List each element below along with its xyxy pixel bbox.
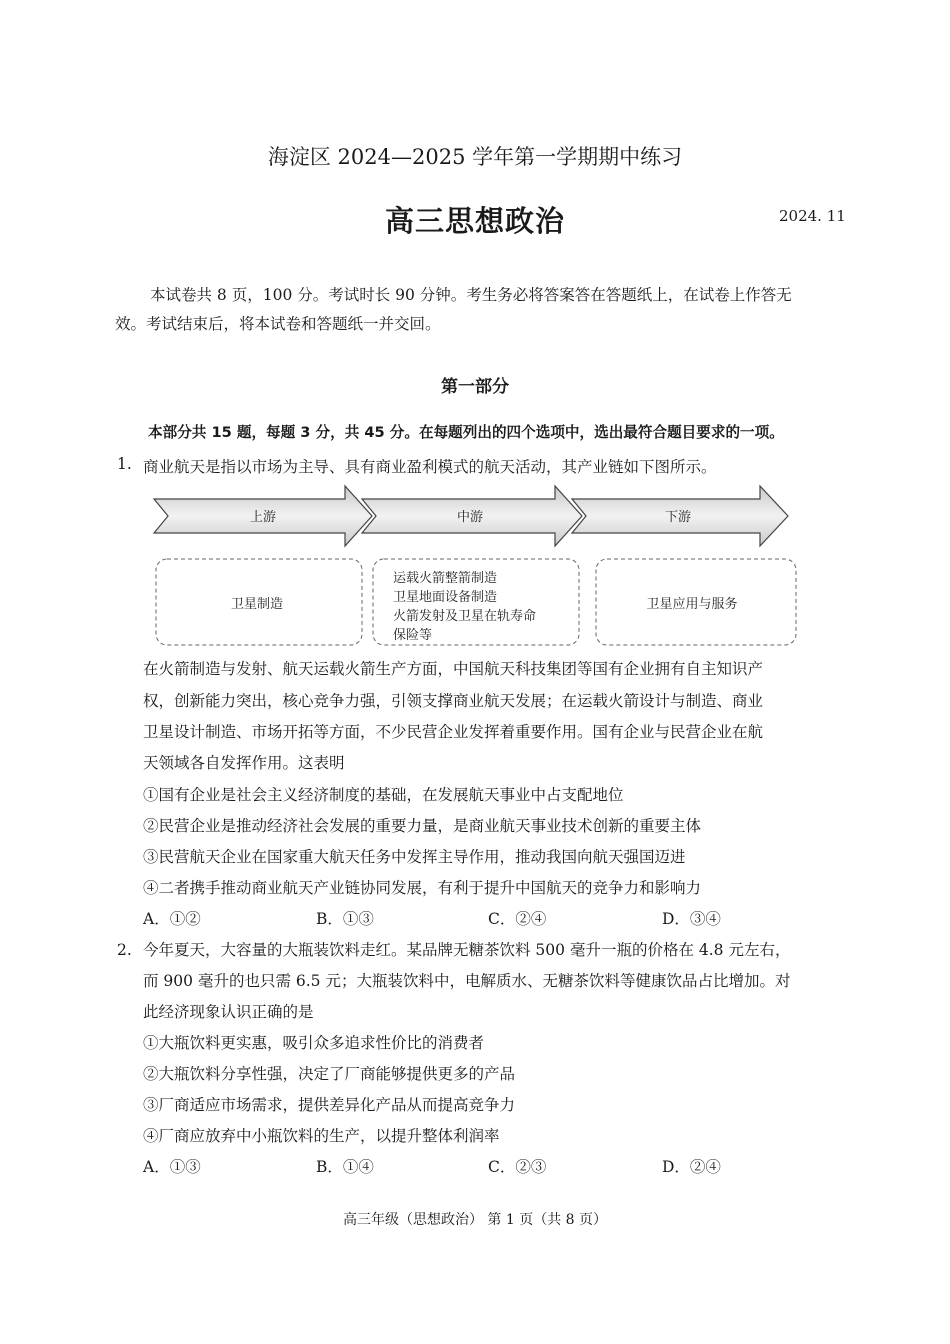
q1-material-line-2: 权，创新能力突出，核心竞争力强，引领支撑商业航天发展；在运载火箭设计与制造、商业 — [143, 692, 764, 710]
q1-option-c: C．②④ — [488, 910, 547, 928]
q1-material-line-4: 天领域各自发挥作用。这表明 — [143, 754, 345, 772]
q2-number: 2. — [117, 941, 132, 959]
q2-statement-1: ①大瓶饮料更实惠，吸引众多追求性价比的消费者 — [143, 1034, 485, 1052]
q1-statement-1: ①国有企业是社会主义经济制度的基础，在发展航天事业中占支配地位 — [143, 786, 624, 804]
industry-chain-diagram — [150, 484, 800, 654]
midstream-item-1: 运载火箭整箭制造 — [393, 571, 498, 586]
downstream-box-text: 卫星应用与服务 — [646, 597, 738, 612]
q2-option-d: D．②④ — [662, 1158, 721, 1176]
q2-statement-4: ④厂商应放弃中小瓶饮料的生产，以提升整体利润率 — [143, 1127, 500, 1145]
part-instruction: 本部分共 15 题，每题 3 分，共 45 分。在每题列出的四个选项中，选出最符合题目要求的一项。 — [148, 424, 784, 441]
q2-stem-line-1: 今年夏天，大容量的大瓶装饮料走红。某品牌无糖茶饮料 500 毫升一瓶的价格在 4.8 元左右， — [143, 941, 791, 959]
q1-option-b: B．①③ — [316, 910, 374, 928]
q2-option-b: B．①④ — [316, 1158, 374, 1176]
q1-material-line-3: 卫星设计制造、市场开拓等方面，不少民营企业发挥着重要作用。国有企业与民营企业在航 — [143, 723, 764, 741]
q2-statement-2: ②大瓶饮料分享性强，决定了厂商能够提供更多的产品 — [143, 1065, 516, 1083]
notice-line-2: 效。考试结束后，将本试卷和答题纸一并交回。 — [115, 315, 441, 333]
upstream-box-text: 卫星制造 — [230, 597, 284, 612]
q2-stem-line-3: 此经济现象认识正确的是 — [143, 1003, 314, 1021]
q1-material-line-1: 在火箭制造与发射、航天运载火箭生产方面，中国航天科技集团等国有企业拥有自主知识产 — [143, 660, 764, 678]
q2-option-c: C．②③ — [488, 1158, 547, 1176]
midstream-item-2: 卫星地面设备制造 — [393, 590, 498, 605]
q1-statement-3: ③民营航天企业在国家重大航天任务中发挥主导作用，推动我国向航天强国迈进 — [143, 848, 686, 866]
notice-line-1: 本试卷共 8 页，100 分。考试时长 90 分钟。考生务必将答案答在答题纸上，在试卷上作答无 — [150, 286, 792, 304]
exam-date: 2024. 11 — [779, 207, 846, 225]
subject-title: 高三思想政治 — [384, 204, 565, 238]
q1-statement-4: ④二者携手推动商业航天产业链协同发展，有利于提升中国航天的竞争力和影响力 — [143, 879, 702, 897]
exam-title: 海淀区 2024—2025 学年第一学期期中练习 — [267, 145, 683, 169]
q2-statement-3: ③厂商适应市场需求，提供差异化产品从而提高竞争力 — [143, 1096, 516, 1114]
q1-number: 1. — [117, 455, 132, 473]
midstream-item-4: 保险等 — [393, 628, 433, 643]
stage-label-midstream: 中游 — [456, 510, 484, 525]
q2-option-a: A．①③ — [143, 1158, 201, 1176]
stage-label-upstream: 上游 — [249, 510, 277, 525]
q1-statement-2: ②民营企业是推动经济社会发展的重要力量，是商业航天事业技术创新的重要主体 — [143, 817, 702, 835]
q1-option-a: A．①② — [143, 910, 201, 928]
part-title: 第一部分 — [441, 377, 509, 397]
page-footer: 高三年级（思想政治） 第 1 页（共 8 页） — [342, 1212, 608, 1228]
q2-stem-line-2: 而 900 毫升的也只需 6.5 元；大瓶装饮料中，电解质水、无糖茶饮料等健康饮品占比增加。对 — [143, 972, 791, 990]
stage-label-downstream: 下游 — [664, 510, 692, 525]
midstream-item-3: 火箭发射及卫星在轨寿命 — [393, 609, 537, 624]
q1-option-d: D．③④ — [662, 910, 721, 928]
q1-stem: 商业航天是指以市场为主导、具有商业盈利模式的航天活动，其产业链如下图所示。 — [143, 458, 717, 476]
